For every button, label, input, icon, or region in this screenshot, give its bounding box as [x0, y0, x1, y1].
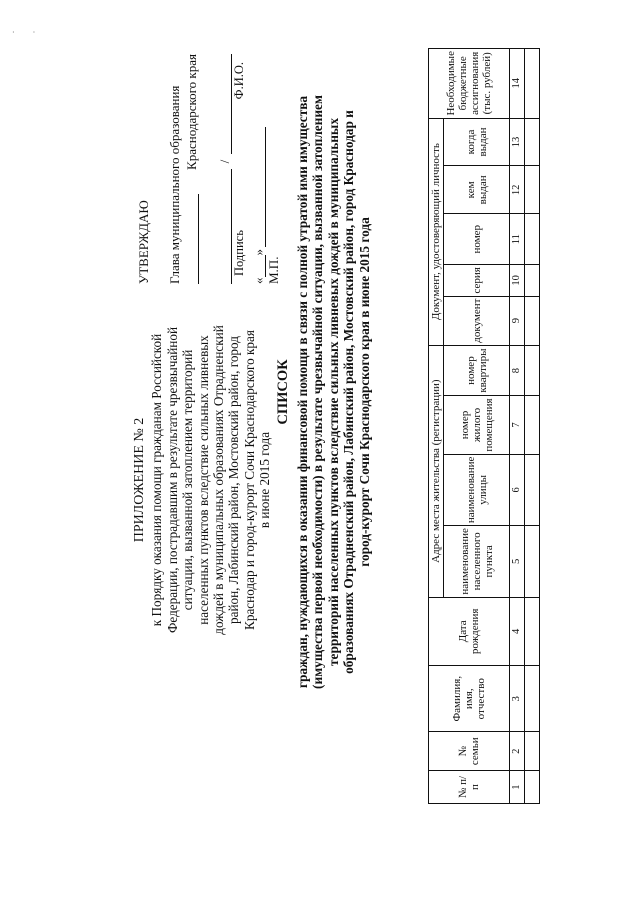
- column-number-row: [510, 49, 525, 804]
- date-quote-close: »: [251, 249, 266, 256]
- column-number: 4: [510, 597, 525, 665]
- month-year-line: [251, 127, 266, 247]
- approval-block: [136, 54, 281, 284]
- scan-marks: · ·: [12, 28, 44, 37]
- approval-region: Краснодарского края: [184, 54, 199, 170]
- name-label: Ф.И.О.: [232, 62, 246, 100]
- column-number: 10: [510, 265, 525, 296]
- header-budget: Необходимые бюджетные ассигнования (тыс. рублей): [429, 49, 510, 119]
- column-number: 3: [510, 666, 525, 732]
- date-quote-open: «: [251, 277, 266, 284]
- empty-table-row: [525, 49, 540, 804]
- appendix-line: населенных пунктов вследствие сильных ливневых: [195, 335, 211, 625]
- header-house: номер жилого помещения: [444, 396, 510, 454]
- header-settlement: наименование населенного пункта: [444, 526, 510, 597]
- signature-line: [217, 169, 232, 284]
- appendix-line: Краснодар и город-курорт Сочи Краснодарского края: [241, 330, 257, 630]
- column-number: 1: [510, 771, 525, 804]
- title-line: граждан, нуждающихся в оказании финансовой помощи в связи с полной утратой ими имущества: [294, 95, 310, 689]
- header-series: серия: [444, 265, 510, 296]
- header-issuer: кем выдан: [444, 166, 510, 214]
- title-line: (имущества первой необходимости) в результате чрезвычайной ситуации, вызванной затоплением: [310, 95, 326, 689]
- column-number: 11: [510, 214, 525, 265]
- appendix-block: [132, 320, 273, 640]
- header-document: документ: [444, 296, 510, 345]
- table-header-row: [429, 49, 444, 804]
- column-number: 13: [510, 118, 525, 166]
- header-birth-date: Дата рождения: [429, 597, 510, 665]
- rotated-document-content: [40, 22, 600, 882]
- list-title-block: [276, 72, 373, 712]
- header-apartment: номер квартиры: [444, 345, 510, 396]
- day-line: [251, 256, 266, 278]
- column-number: 7: [510, 396, 525, 454]
- appendix-heading: ПРИЛОЖЕНИЕ № 2: [132, 417, 147, 543]
- appendix-line: ситуации, вызванной затоплением территорий: [180, 349, 196, 611]
- header-address-group: Адрес места жительства (регистрации): [429, 345, 444, 597]
- header-family: № семьи: [429, 732, 510, 771]
- seal-label: М.П.: [266, 256, 281, 284]
- appendix-line: Федерации, пострадавшим в результате чрезвычайной: [164, 326, 180, 634]
- approval-heading: УТВЕРЖДАЮ: [136, 200, 151, 284]
- column-number: 14: [510, 49, 525, 119]
- column-number: 12: [510, 166, 525, 214]
- column-number: 2: [510, 732, 525, 771]
- name-line: [217, 54, 232, 154]
- signature-label: Подпись: [232, 230, 246, 276]
- appendix-line: к Порядку оказания помощи гражданам Российской: [149, 333, 165, 627]
- municipality-line: [184, 194, 199, 284]
- title-line: образованиях Отрадненский район, Лабинский район, Мостовский район, город Краснодар и: [341, 110, 357, 674]
- header-street: наименование улицы: [444, 454, 510, 525]
- header-document-group: Документ, удостоверяющий личность: [429, 118, 444, 345]
- column-number: 9: [510, 296, 525, 345]
- appendix-line: дождей в муниципальных образованиях Отрадненский: [211, 325, 227, 635]
- citizens-table: [428, 48, 540, 804]
- column-number: 8: [510, 345, 525, 396]
- title-line: территорий населенных пунктов вследствие сильных ливневых дождей в муниципальных: [325, 118, 341, 666]
- approval-position: Глава муниципального образования: [167, 85, 182, 284]
- title-line: город-курорт Сочи Краснодарского края в июне 2015 года: [356, 217, 372, 567]
- column-number: 5: [510, 526, 525, 597]
- column-number: 6: [510, 454, 525, 525]
- appendix-line: район, Лабинский район, Мостовский район, город: [226, 336, 242, 624]
- appendix-line: в июне 2015 года: [257, 431, 273, 529]
- header-issue-date: когда выдан: [444, 118, 510, 166]
- header-number: номер: [444, 214, 510, 265]
- list-title: СПИСОК: [275, 359, 291, 425]
- header-name: Фамилия, имя, отчество: [429, 666, 510, 732]
- header-np: № п/п: [429, 771, 510, 804]
- slash-separator: /: [217, 159, 232, 164]
